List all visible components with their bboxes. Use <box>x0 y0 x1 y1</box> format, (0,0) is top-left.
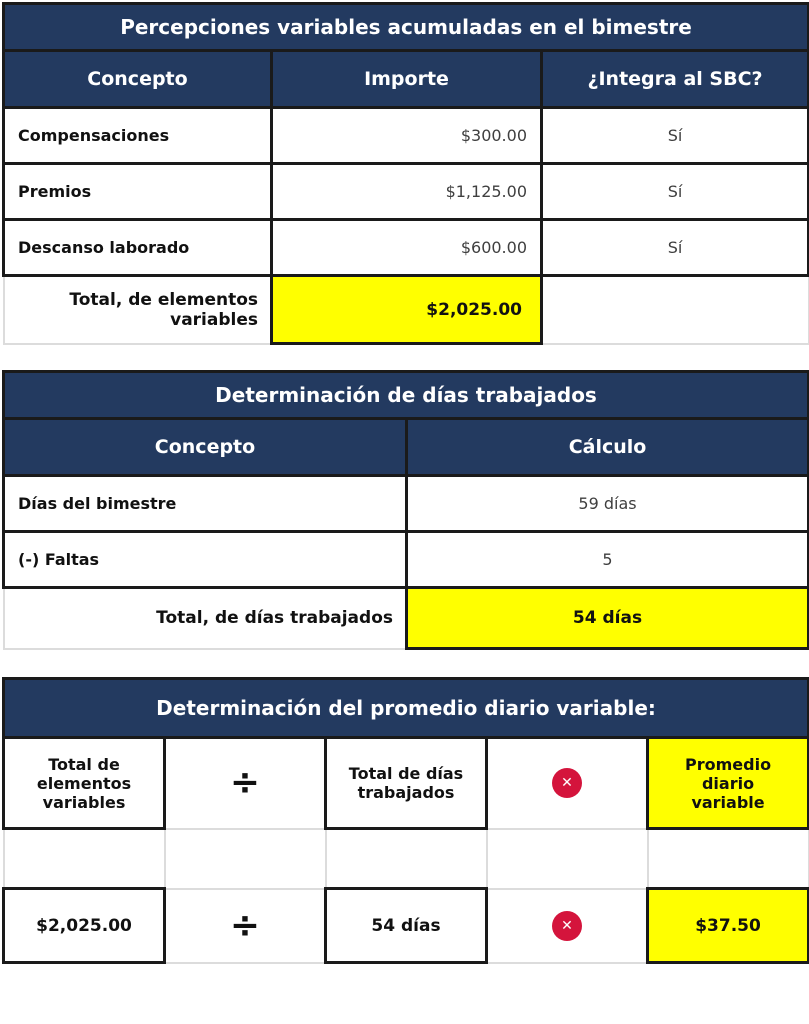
table-row <box>4 220 809 276</box>
empty-cell <box>165 829 326 889</box>
equals-operator-cell <box>487 889 648 963</box>
total-value-highlight: $2,025.00 <box>272 276 542 344</box>
col-header-importe: Importe <box>272 51 542 108</box>
operand-b-value: 54 días <box>326 889 487 963</box>
result-value-highlight: $37.50 <box>648 889 809 963</box>
importe-cell: $1,125.00 <box>272 164 542 220</box>
x-circle-icon: ✕ <box>552 911 582 941</box>
formula-value-row <box>4 889 809 963</box>
table1-title: Percepciones variables acumuladas en el bimestre <box>4 4 809 51</box>
operand-a-label: Total de elementos variables <box>4 738 165 829</box>
col-header-integra-sbc: ¿Integra al SBC? <box>542 51 809 108</box>
table-row <box>4 108 809 164</box>
empty-cell <box>4 829 165 889</box>
total-value-highlight: 54 días <box>407 588 809 649</box>
total-row <box>4 588 809 649</box>
dias-trabajados-table <box>2 370 809 650</box>
table-title-row <box>4 679 809 738</box>
percepciones-variables-table <box>2 2 809 345</box>
empty-cell <box>487 829 648 889</box>
empty-cell <box>326 829 487 889</box>
col-header-concepto: Concepto <box>4 51 272 108</box>
table-title-row <box>4 372 809 419</box>
operand-b-label: Total de días trabajados <box>326 738 487 829</box>
x-circle-icon: ✕ <box>552 768 582 798</box>
operand-a-value: $2,025.00 <box>4 889 165 963</box>
equals-operator-cell <box>487 738 648 829</box>
divide-operator-cell <box>165 889 326 963</box>
integra-cell: Sí <box>542 220 809 276</box>
empty-cell <box>542 276 809 344</box>
concepto-cell: Días del bimestre <box>4 476 407 532</box>
integra-cell: Sí <box>542 108 809 164</box>
col-header-calculo: Cálculo <box>407 419 809 476</box>
empty-cell <box>648 829 809 889</box>
table-header-row <box>4 51 809 108</box>
concepto-cell: Premios <box>4 164 272 220</box>
spacer-row <box>4 829 809 889</box>
divide-icon: ÷ <box>229 904 261 946</box>
concepto-cell: (-) Faltas <box>4 532 407 588</box>
table2-title: Determinación de días trabajados <box>4 372 809 419</box>
divide-icon: ÷ <box>229 762 261 804</box>
table-title-row <box>4 4 809 51</box>
promedio-diario-table <box>2 677 809 964</box>
total-row <box>4 276 809 344</box>
table-row <box>4 476 809 532</box>
table3-title: Determinación del promedio diario variable: <box>4 679 809 738</box>
table-row <box>4 532 809 588</box>
concepto-cell: Descanso laborado <box>4 220 272 276</box>
col-header-concepto: Concepto <box>4 419 407 476</box>
result-label-highlight: Promedio diario variable <box>648 738 809 829</box>
calculo-cell: 59 días <box>407 476 809 532</box>
total-label: Total, de días trabajados <box>4 588 407 649</box>
divide-operator-cell <box>165 738 326 829</box>
formula-label-row <box>4 738 809 829</box>
importe-cell: $600.00 <box>272 220 542 276</box>
concepto-cell: Compensaciones <box>4 108 272 164</box>
calculo-cell: 5 <box>407 532 809 588</box>
integra-cell: Sí <box>542 164 809 220</box>
importe-cell: $300.00 <box>272 108 542 164</box>
table-header-row <box>4 419 809 476</box>
total-label: Total, de elementos variables <box>4 276 272 344</box>
table-row <box>4 164 809 220</box>
